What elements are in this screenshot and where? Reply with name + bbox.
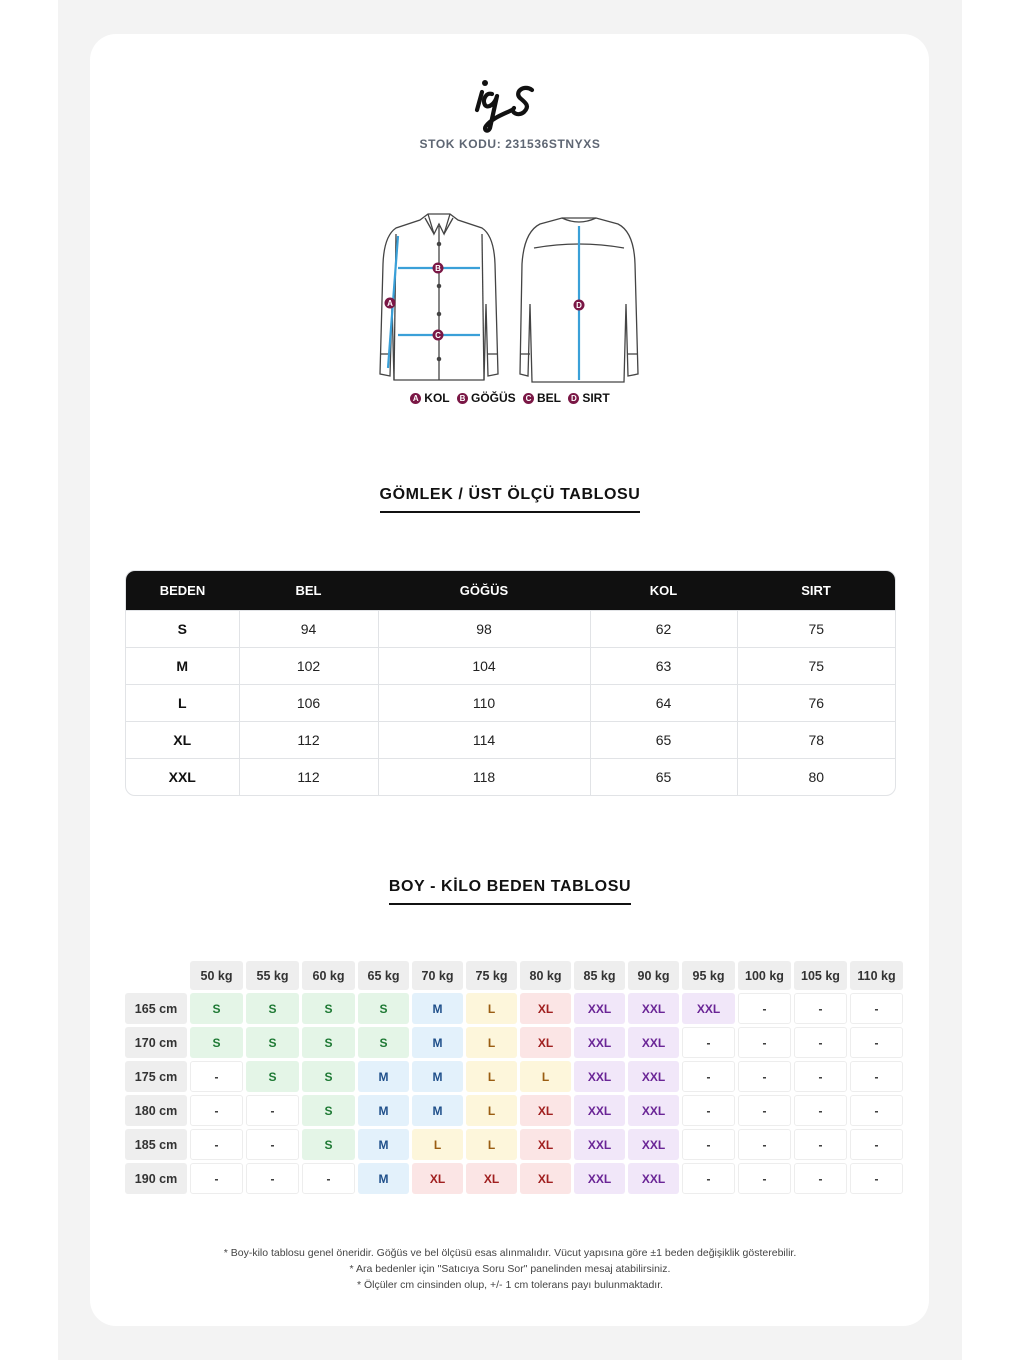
size-cell: S	[302, 993, 355, 1024]
grid-row	[125, 1027, 903, 1058]
table-cell: 112	[239, 759, 378, 796]
size-cell: S	[246, 1027, 299, 1058]
size-cell: XXL	[628, 1061, 679, 1092]
measure-table-title: GÖMLEK / ÜST ÖLÇÜ TABLOSU	[0, 486, 1020, 513]
size-cell: XXL	[574, 1027, 625, 1058]
weight-header: 65 kg	[358, 961, 409, 990]
size-cell: XXL	[628, 1095, 679, 1126]
table-cell: 75	[737, 611, 895, 648]
size-cell: XXL	[574, 993, 625, 1024]
size-cell: XXL	[628, 993, 679, 1024]
table-row	[126, 611, 895, 648]
weight-header: 100 kg	[738, 961, 791, 990]
table-cell: XXL	[126, 759, 239, 796]
size-cell: XXL	[574, 1129, 625, 1160]
size-cell: L	[466, 1129, 517, 1160]
size-cell: -	[682, 1095, 735, 1126]
height-label: 165 cm	[125, 993, 187, 1024]
footnote: * Ölçüler cm cinsinden olup, +/- 1 cm tolerans payı bulunmaktadır.	[356, 1279, 664, 1291]
size-cell: M	[358, 1061, 409, 1092]
table-cell: 65	[590, 722, 737, 759]
height-label: 190 cm	[125, 1163, 187, 1194]
size-cell: XL	[412, 1163, 463, 1194]
size-cell: -	[738, 1095, 791, 1126]
size-cell: XL	[520, 1163, 571, 1194]
measure-table-header	[126, 571, 895, 611]
header-kol: KOL	[590, 571, 737, 611]
size-cell: -	[794, 1061, 847, 1092]
grid-row	[125, 1129, 903, 1160]
size-cell: M	[358, 1129, 409, 1160]
brand-logo	[468, 70, 552, 134]
grid-row	[125, 993, 903, 1024]
table-cell: 78	[737, 722, 895, 759]
size-cell: M	[358, 1095, 409, 1126]
size-cell: -	[794, 993, 847, 1024]
table-cell: L	[126, 685, 239, 722]
table-cell: 75	[737, 648, 895, 685]
shirt-measurement-diagram	[370, 204, 650, 390]
weight-header: 70 kg	[412, 961, 463, 990]
footnote: * Ara bedenler için "Satıcıya Soru Sor" panelinden mesaj atabilirsiniz.	[349, 1263, 671, 1275]
grid-corner	[125, 961, 187, 990]
table-cell: 62	[590, 611, 737, 648]
size-cell: S	[302, 1129, 355, 1160]
size-cell: L	[466, 993, 517, 1024]
header-sirt: SIRT	[737, 571, 895, 611]
table-cell: 112	[239, 722, 378, 759]
size-cell: L	[466, 1027, 517, 1058]
size-cell: S	[302, 1095, 355, 1126]
size-cell: S	[246, 1061, 299, 1092]
size-cell: XXL	[628, 1027, 679, 1058]
size-cell: -	[190, 1163, 243, 1194]
footnote: * Boy-kilo tablosu genel öneridir. Göğüs ve bel ölçüsü esas alınmalıdır. Vücut yapısına göre ±1 beden değişiklik gösterebilir.	[223, 1247, 797, 1259]
table-cell: 118	[378, 759, 590, 796]
table-row	[126, 648, 895, 685]
height-label: 180 cm	[125, 1095, 187, 1126]
size-cell: -	[682, 1129, 735, 1160]
table-cell: 64	[590, 685, 737, 722]
legend-item-sirt: D SIRT	[568, 391, 609, 405]
table-cell: M	[126, 648, 239, 685]
size-cell: -	[246, 1129, 299, 1160]
table-cell: 63	[590, 648, 737, 685]
size-cell: -	[794, 1129, 847, 1160]
size-cell: XL	[520, 1129, 571, 1160]
table-cell: 94	[239, 611, 378, 648]
size-cell: S	[358, 993, 409, 1024]
legend-item-gogus: B GÖĞÜS	[457, 391, 516, 405]
size-cell: M	[412, 1095, 463, 1126]
size-cell: L	[466, 1061, 517, 1092]
size-cell: M	[358, 1163, 409, 1194]
size-cell: -	[190, 1129, 243, 1160]
size-cell: L	[520, 1061, 571, 1092]
size-cell: -	[738, 993, 791, 1024]
size-cell: XXL	[628, 1129, 679, 1160]
table-cell: XL	[126, 722, 239, 759]
size-cell: -	[794, 1027, 847, 1058]
table-row	[126, 685, 895, 722]
size-cell: -	[682, 1163, 735, 1194]
footnotes	[0, 1245, 1020, 1293]
grid-row	[125, 1061, 903, 1092]
size-cell: S	[302, 1061, 355, 1092]
size-cell: XXL	[682, 993, 735, 1024]
stock-code: STOK KODU: 231536STNYXS	[419, 137, 601, 151]
weight-header: 60 kg	[302, 961, 355, 990]
table-cell: 104	[378, 648, 590, 685]
size-cell: M	[412, 993, 463, 1024]
header-beden: BEDEN	[126, 571, 239, 611]
weight-header: 105 kg	[794, 961, 847, 990]
header-bel: BEL	[239, 571, 378, 611]
size-cell: -	[850, 1061, 903, 1092]
size-cell: -	[246, 1163, 299, 1194]
weight-header: 75 kg	[466, 961, 517, 990]
measure-table	[125, 570, 896, 796]
size-cell: -	[794, 1095, 847, 1126]
size-cell: -	[190, 1061, 243, 1092]
table-cell: 80	[737, 759, 895, 796]
size-cell: -	[682, 1061, 735, 1092]
weight-header: 50 kg	[190, 961, 243, 990]
table-cell: 102	[239, 648, 378, 685]
svg-text:C: C	[435, 331, 441, 340]
size-cell: -	[738, 1163, 791, 1194]
size-cell: -	[794, 1163, 847, 1194]
size-cell: -	[738, 1129, 791, 1160]
svg-text:A: A	[387, 299, 393, 308]
size-cell: L	[466, 1095, 517, 1126]
size-cell: -	[682, 1027, 735, 1058]
size-cell: -	[246, 1095, 299, 1126]
size-cell: -	[850, 993, 903, 1024]
table-cell: S	[126, 611, 239, 648]
table-cell: 114	[378, 722, 590, 759]
table-cell: 110	[378, 685, 590, 722]
height-label: 170 cm	[125, 1027, 187, 1058]
legend-item-kol: A KOL	[410, 391, 449, 405]
weight-header: 80 kg	[520, 961, 571, 990]
grid-row	[125, 1163, 903, 1194]
size-cell: XL	[520, 1027, 571, 1058]
size-cell: -	[850, 1129, 903, 1160]
header-gogus: GÖĞÜS	[378, 571, 590, 611]
weight-header: 90 kg	[628, 961, 679, 990]
legend-item-bel: C BEL	[523, 391, 561, 405]
size-cell: XXL	[574, 1163, 625, 1194]
size-cell: -	[738, 1027, 791, 1058]
weight-header: 110 kg	[850, 961, 903, 990]
size-grid-title: BOY - KİLO BEDEN TABLOSU	[0, 878, 1020, 905]
size-cell: S	[358, 1027, 409, 1058]
size-cell: S	[190, 993, 243, 1024]
size-cell: XL	[520, 1095, 571, 1126]
table-row	[126, 722, 895, 759]
size-cell: XXL	[574, 1095, 625, 1126]
grid-row	[125, 1095, 903, 1126]
size-cell: XXL	[574, 1061, 625, 1092]
diagram-legend	[0, 391, 1020, 405]
size-cell: M	[412, 1061, 463, 1092]
weight-header: 95 kg	[682, 961, 735, 990]
height-label: 175 cm	[125, 1061, 187, 1092]
height-weight-grid	[125, 961, 903, 1194]
size-cell: -	[190, 1095, 243, 1126]
table-cell: 106	[239, 685, 378, 722]
size-cell: S	[302, 1027, 355, 1058]
weight-header: 55 kg	[246, 961, 299, 990]
size-cell: XL	[520, 993, 571, 1024]
size-cell: -	[850, 1095, 903, 1126]
size-cell: S	[190, 1027, 243, 1058]
size-cell: XXL	[628, 1163, 679, 1194]
size-cell: -	[850, 1027, 903, 1058]
height-label: 185 cm	[125, 1129, 187, 1160]
size-cell: L	[412, 1129, 463, 1160]
table-cell: 76	[737, 685, 895, 722]
weight-header: 85 kg	[574, 961, 625, 990]
size-cell: -	[850, 1163, 903, 1194]
svg-text:D: D	[576, 301, 582, 310]
size-cell: M	[412, 1027, 463, 1058]
size-cell: -	[738, 1061, 791, 1092]
size-cell: S	[246, 993, 299, 1024]
table-cell: 65	[590, 759, 737, 796]
svg-text:B: B	[435, 264, 441, 273]
size-cell: XL	[466, 1163, 517, 1194]
table-cell: 98	[378, 611, 590, 648]
table-row	[126, 759, 895, 796]
size-cell: -	[302, 1163, 355, 1194]
